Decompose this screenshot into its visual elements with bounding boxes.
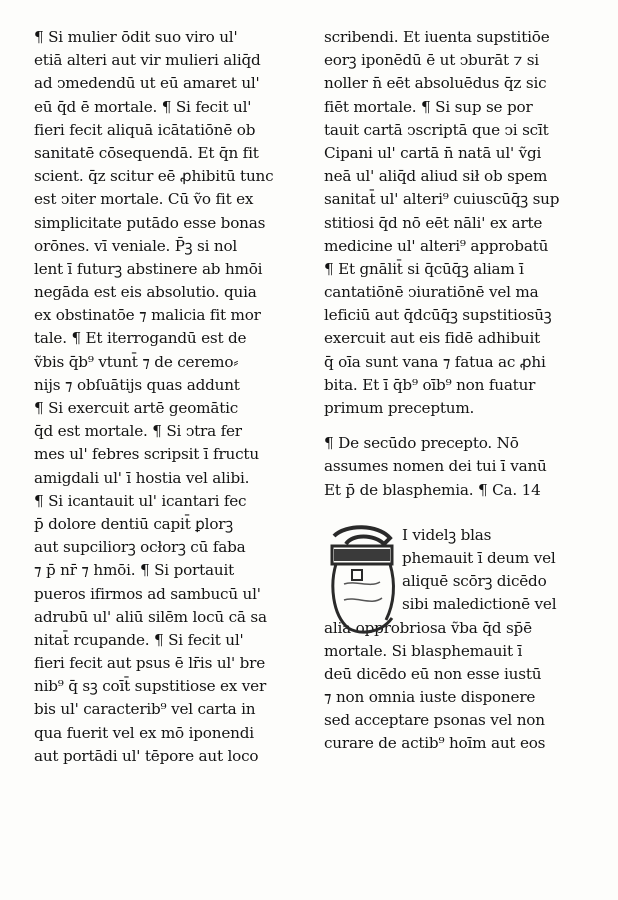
- text-line: orōnes. vī veniale. P̄ꝫ si nol: [34, 236, 238, 255]
- text-line: scribendi. Et iuenta supstitiōe: [324, 28, 550, 46]
- spacer: [324, 420, 594, 432]
- text-line: cantatiōnē ↄiuratiōnē vel ma: [324, 283, 539, 302]
- text-line: ¶ De secūdo precepto. Nō: [324, 434, 519, 453]
- text-line: eū q̄d ē mortale. ¶ Si fecit ul': [34, 97, 252, 116]
- text-line: ex obstinatōe ⁊ malicia fit mor: [34, 306, 261, 325]
- text-line: lent ī futurꝫ abstinere ab hmōi: [34, 259, 263, 278]
- text-line: neā ul' aliq̄d aliud sił ob spem: [324, 167, 548, 186]
- text-line: I videlꝫ blas: [402, 525, 492, 544]
- text-line: sanitatē cōsequendā. Et q̄n fit: [34, 143, 259, 162]
- text-line: sanitat̄ ul' alteri⁹ cuiuscūq̄ꝫ sup: [324, 190, 560, 209]
- text-line: ⁊ non omnia iuste disponere: [324, 688, 536, 707]
- text-line: ¶ Si icantauit ul' icantari fec: [34, 491, 247, 510]
- text-line: mes ul' febres scripsit ī fructu: [34, 445, 259, 464]
- text-line: ad ↄmedendū ut eū amaret ul': [34, 74, 260, 93]
- text-line: deū dicēdo eū non esse iustū: [324, 664, 542, 683]
- text-line: tauit cartā ↄscriptā que ↄi scīt: [324, 120, 549, 139]
- text-line: q̄d est mortale. ¶ Si ↄtra fer: [34, 422, 242, 441]
- text-line: nitat̄ rcupande. ¶ Si fecit ul': [34, 630, 244, 649]
- text-line: aliquē scōrꝫ dicēdo: [402, 572, 547, 591]
- text-line: qua fuerit vel ex mō iponendi: [34, 723, 254, 742]
- text-line: medicine ul' alteri⁹ approbatū: [324, 236, 549, 255]
- left-column: [34, 26, 306, 768]
- text-line: Cipani ul' cartā n̄ natā ul' ṽgi: [324, 143, 542, 162]
- text-line: fieri fecit aliquā icātatiōnē ob: [34, 120, 256, 139]
- text-line: primum preceptum.: [324, 399, 475, 417]
- text-line: aut portādi ul' tēpore aut loco: [34, 746, 259, 765]
- right-column-top-text: [324, 26, 594, 420]
- text-line: mortale. Si blasphemauit ī: [324, 641, 523, 660]
- text-line: fieri fecit aut psus ē lr̄is ul' bre: [34, 654, 266, 673]
- text-line: scient. q̄z scitur eē ꝓhibitū tunc: [34, 167, 274, 186]
- text-line: simplicitate putādo esse bonas: [34, 213, 266, 232]
- text-line: curare de actib⁹ hoīm aut eos: [324, 734, 546, 753]
- text-line: p̄ dolore dentiū capit̄ ꝑlorꝫ: [34, 514, 233, 533]
- text-line: est ↄiter mortale. Cū ṽo fit ex: [34, 190, 254, 209]
- text-line: bis ul' caracterib⁹ vel carta in: [34, 700, 256, 719]
- text-line: nijs ⁊ obſuātijs quas addunt: [34, 375, 240, 394]
- spacer: [324, 502, 594, 524]
- text-line: etiā alteri aut vir mulieri aliq̄d: [34, 51, 261, 70]
- initial-paragraph: [324, 524, 594, 804]
- chapter-heading: [324, 432, 594, 502]
- text-line: bita. Et ī q̄b⁹ oīb⁹ non fuatur: [324, 375, 536, 394]
- text-line: leficiū aut q̄dcūq̄ꝫ supstitiosūꝫ: [324, 306, 552, 325]
- text-line: sibi maledictionē vel: [402, 595, 557, 614]
- decorated-initial-icon: [326, 524, 398, 636]
- text-line: tale. ¶ Et iterrogandū est de: [34, 329, 247, 348]
- text-line: q̄ oīa sunt vana ⁊ fatua ac ꝓhi: [324, 352, 546, 371]
- text-line: phemauit ī deum vel: [402, 548, 556, 567]
- text-line: ¶ Et gnālit̄ si q̄cūq̄ꝫ aliam ī: [324, 259, 524, 278]
- text-line: nib⁹ q̄ sꝫ coīt̄ supstitiose ex ver: [34, 677, 267, 696]
- text-line: amigdali ul' ī hostia vel alibi.: [34, 468, 250, 487]
- text-line: pueros ifirmos ad sambucū ul': [34, 584, 261, 603]
- text-line: noller n̄ eēt absoluēdus q̄z sic: [324, 74, 547, 93]
- text-line: assumes nomen dei tui ī vanū: [324, 457, 547, 476]
- text-line: sed acceptare psonas vel non: [324, 711, 545, 730]
- text-line: eorꝫ iponēdū ē ut ↄburāt ⁊ si: [324, 51, 539, 70]
- text-line: ¶ Si exercuit artē geomātic: [34, 399, 239, 417]
- right-column: [324, 26, 594, 804]
- text-line: negāda est eis absolutio. quia: [34, 283, 257, 302]
- text-line: aut supciliorꝫ ocłorꝫ cū faba: [34, 538, 246, 557]
- text-line: exercuit aut eis fidē adhibuit: [324, 329, 541, 348]
- text-line: ¶ Si mulier ōdit suo viro ul': [34, 28, 238, 46]
- text-line: alia opprobriosa ṽba q̄d sp̄ē: [324, 618, 532, 637]
- text-line: ⁊ p̄ nr̄ ⁊ hmōi. ¶ Si portauit: [34, 561, 235, 580]
- text-line: adrubū ul' aliū silēm locū cā sa: [34, 607, 267, 626]
- text-line: fiēt mortale. ¶ Si sup se por: [324, 97, 533, 116]
- text-line: stitiosi q̄d nō eēt nāli' ex arte: [324, 213, 543, 232]
- text-line: ṽbis q̄b⁹ vtunt̄ ⁊ de ceremo⸗: [34, 352, 239, 371]
- text-line: Et p̄ de blasphemia. ¶ Ca. 14: [324, 480, 541, 499]
